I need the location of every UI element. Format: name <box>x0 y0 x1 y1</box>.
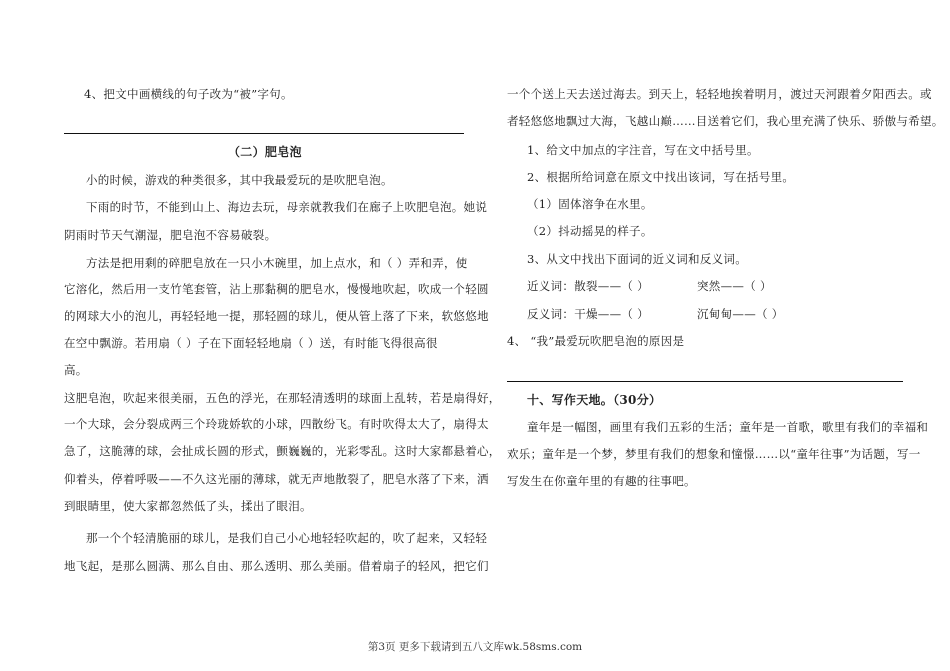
paragraph-2-line-1: 下雨的时节，不能到山上、海边去玩，母亲就教我们在廊子上吹肥皂泡。她说 <box>86 200 488 214</box>
question-4: 4、 “我”最爱玩吹肥皂泡的原因是 <box>507 334 685 348</box>
section-divider <box>64 133 464 134</box>
paragraph-3-line-2: 它溶化，然后用一支竹笔套管，沾上那黏稠的肥皂水，慢慢地吹起，吹成一个轻圆 <box>64 282 489 296</box>
antonym-row-item-2: 沉甸甸——（ ） <box>697 307 784 321</box>
paragraph-3-line-4: 在空中飘游。若用扇（ ）子在下面轻轻地扇（ ）送，有时能飞得很高很 <box>64 336 438 350</box>
continuation-line-2: 者轻悠悠地飘过大海，飞越山巅……目送着它们，我心里充满了快乐、骄傲与希望。 <box>507 114 944 128</box>
paragraph-4-line-3: 急了，这脆薄的球，会扯成长圆的形式，颤巍巍的，光彩零乱。这时大家都悬着心， <box>64 444 501 458</box>
passage-title: （二）肥皂泡 <box>228 145 302 159</box>
writing-prompt-line-3: 写发生在你童年里的有趣的往事吧。 <box>507 474 696 488</box>
paragraph-4-line-2: 一个大球，会分裂成两三个玲珑娇软的小球，四散纷飞。有时吹得太大了，扇得太 <box>64 417 489 431</box>
question-2: 2、根据所给词意在原文中找出该词，写在括号里。 <box>527 170 795 184</box>
synonym-row-item-2: 突然——（ ） <box>697 279 772 293</box>
antonym-row-item-1: 反义词：干燥——（ ） <box>527 307 649 321</box>
question-4-prev: 4、把文中画横线的句子改为“被”字句。 <box>84 87 293 101</box>
paragraph-3-line-5: 高。 <box>64 363 88 377</box>
question-2-item-2: （2）抖动摇晃的样子。 <box>527 224 653 238</box>
paragraph-4-line-5: 到眼睛里，使大家都忽然低了头，揉出了眼泪。 <box>64 499 312 513</box>
page-footer: 第3页 更多下载请到五八文库wk.58sms.com <box>367 641 583 653</box>
paragraph-5-line-1: 那一个个轻清脆丽的球儿，是我们自己小心地轻轻吹起的，吹了起来，又轻轻 <box>86 531 488 545</box>
paragraph-5-line-2: 地飞起，是那么圆满、那么自由、那么透明、那么美丽。借着扇子的轻风，把它们 <box>64 559 489 573</box>
continuation-line-1: 一个个送上天去送过海去。到天上，轻轻地挨着明月，渡过天河跟着夕阳西去。或 <box>507 87 932 101</box>
paragraph-3-line-1: 方法是把用剩的碎肥皂放在一只小木碗里，加上点水，和（ ）弄和弄，使 <box>86 256 468 270</box>
writing-prompt-line-2: 欢乐；童年是一个梦，梦里有我们的想象和憧憬……以“童年往事”为话题，写一 <box>507 447 921 461</box>
paragraph-4-line-4: 仰着头，停着呼吸——不久这光丽的薄球，就无声地散裂了，肥皂水落了下来，洒 <box>64 472 489 486</box>
paragraph-2-line-2: 阴雨时节天气潮湿，肥皂泡不容易破裂。 <box>64 228 277 242</box>
question-1: 1、给文中加点的字注音，写在文中括号里。 <box>527 143 759 157</box>
section-divider-right <box>507 381 903 382</box>
paragraph-1: 小的时候，游戏的种类很多，其中我最爱玩的是吹肥皂泡。 <box>86 173 393 187</box>
paragraph-3-line-3: 的网球大小的泡儿，再轻轻地一提，那轻圆的球儿，便从管上落了下来，软悠悠地 <box>64 309 489 323</box>
writing-prompt-line-1: 童年是一幅图，画里有我们五彩的生活；童年是一首歌，歌里有我们的幸福和 <box>527 420 929 434</box>
synonym-row-item-1: 近义词：散裂——（ ） <box>527 279 649 293</box>
question-3: 3、从文中找出下面词的近义词和反义词。 <box>527 252 748 266</box>
writing-section-title: 十、写作天地。（30分） <box>527 393 662 407</box>
paragraph-4-line-1: 这肥皂泡，吹起来很美丽，五色的浮光，在那轻清透明的球面上乱转，若是扇得好， <box>64 391 501 405</box>
question-2-item-1: （1）固体溶争在水里。 <box>527 197 653 211</box>
